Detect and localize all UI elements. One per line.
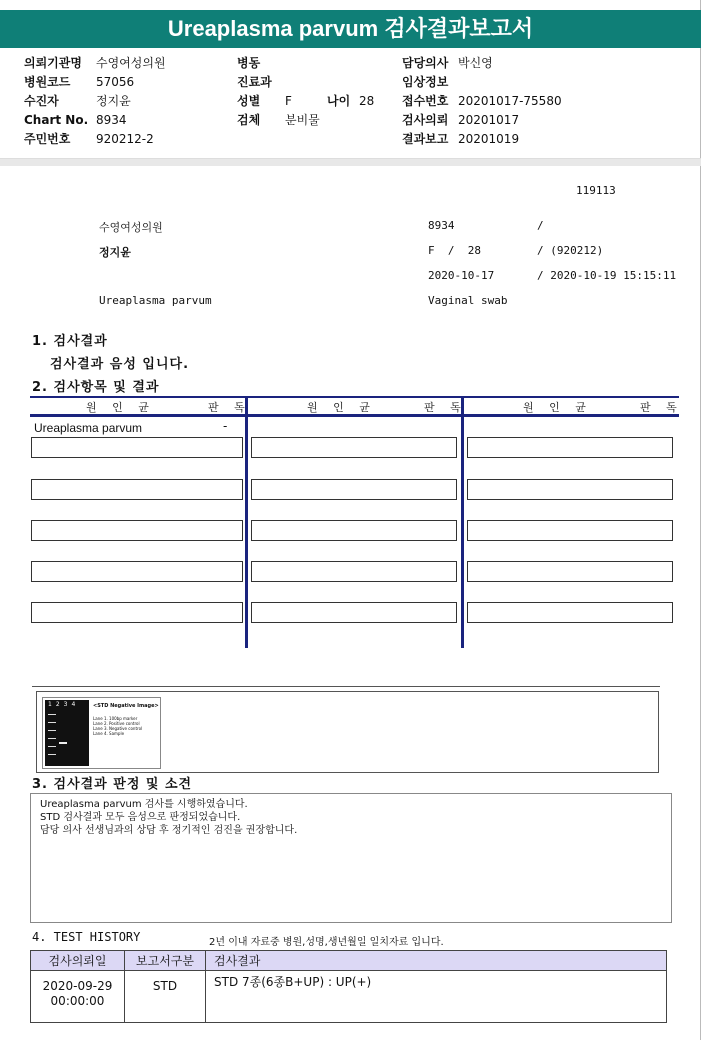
history-table — [30, 950, 667, 1023]
clinical-info-label: 임상정보 — [402, 75, 449, 89]
table-column-divider-2 — [461, 396, 464, 648]
history-col-date: 검사의뢰일 — [31, 951, 125, 971]
result-slot — [467, 602, 673, 623]
history-col-result: 검사결과 — [206, 951, 667, 971]
result-reading: - — [223, 419, 228, 433]
history-result: STD 7종(6종B+UP) : UP(+) — [206, 971, 667, 1023]
gel-image — [45, 700, 89, 766]
summary-sex-age: F / 28 — [428, 244, 481, 257]
summary-specimen: Vaginal swab — [428, 294, 508, 307]
col-result-header-1: 판 독 — [208, 401, 251, 414]
result-slot — [467, 520, 673, 541]
history-time: 00:00:00 — [50, 994, 105, 1008]
header-column-1 — [24, 54, 166, 149]
history-type: STD — [125, 971, 206, 1023]
report-date-label: 결과보고 — [402, 132, 449, 146]
age-label: 나이 — [327, 94, 351, 108]
result-slot — [251, 561, 457, 582]
specimen-value: 분비물 — [285, 113, 320, 127]
patient-label: 수진자 — [24, 94, 59, 108]
table-top-rule — [30, 396, 679, 398]
hospital-code-value: 57056 — [96, 75, 135, 89]
col-result-header-2: 판 독 — [424, 401, 467, 414]
marker-band — [48, 730, 56, 731]
sex-label: 성별 — [237, 94, 261, 108]
age-value: 28 — [359, 94, 375, 108]
marker-band — [48, 714, 56, 715]
gel-image-title: <STD Negative Image> — [93, 703, 159, 709]
ward-label: 병동 — [237, 56, 261, 70]
marker-band — [48, 746, 56, 747]
result-slot — [31, 561, 243, 582]
specimen-label: 검체 — [237, 113, 261, 127]
summary-chart: 8934 — [428, 219, 455, 232]
result-slot — [31, 520, 243, 541]
result-slot — [467, 561, 673, 582]
clinic-value: 수영여성의원 — [96, 56, 166, 70]
gel-lane-labels — [48, 701, 79, 708]
legend-lane-4: Lane 4. Sample — [93, 731, 125, 736]
marker-band — [48, 722, 56, 723]
col-organism-header-3: 원 인 균 — [523, 401, 592, 414]
marker-band — [48, 738, 56, 739]
doctor-value: 박신영 — [458, 56, 493, 70]
legend-lane-1: Lane 1. 100bp marker — [93, 716, 138, 721]
header-divider — [0, 158, 701, 166]
result-organism: Ureaplasma parvum — [34, 421, 143, 435]
lane-3-label: 3 — [63, 701, 72, 708]
col-result-header-3: 판 독 — [640, 401, 683, 414]
report-title: Ureaplasma parvum 검사결과보고서 — [0, 10, 701, 48]
summary-patient: 정지윤 — [99, 246, 131, 259]
section-4-note: 2년 이내 자료중 병원,성명,생년월일 일치자료 입니다. — [209, 937, 444, 948]
result-slot — [31, 602, 243, 623]
legend-lane-3: Lane 3. Negative control — [93, 726, 143, 731]
doctor-label: 담당의사 — [402, 56, 449, 70]
history-row — [31, 971, 667, 1023]
history-date-cell — [31, 971, 125, 1023]
summary-test: Ureaplasma parvum — [99, 294, 212, 307]
opinion-text — [31, 794, 671, 841]
image-panel — [36, 691, 659, 773]
col-organism-header-2: 원 인 균 — [307, 401, 376, 414]
department-label: 진료과 — [237, 75, 272, 89]
hospital-code-label: 병원코드 — [24, 75, 71, 89]
opinion-line-3: 담당 의사 선생님과의 상담 후 정기적인 검진을 권장합니다. — [40, 825, 298, 836]
resident-no-label: 주민번호 — [24, 132, 71, 146]
request-date-label: 검사의뢰 — [402, 113, 449, 127]
col-organism-header-1: 원 인 균 — [86, 401, 155, 414]
receipt-no-label: 접수번호 — [402, 94, 449, 108]
image-top-rule — [32, 686, 660, 687]
result-slot — [31, 479, 243, 500]
summary-chart-slash: / — [537, 219, 544, 232]
marker-band — [48, 754, 56, 755]
result-slot — [251, 437, 457, 458]
section-1-title: 1. 검사결과 — [32, 334, 108, 349]
report-code: 119113 — [576, 184, 616, 197]
header-column-2 — [237, 54, 374, 130]
result-slot — [467, 437, 673, 458]
result-slot — [251, 602, 457, 623]
result-slot — [467, 479, 673, 500]
sex-value: F — [285, 94, 292, 108]
lane-1-label: 1 — [48, 701, 56, 708]
history-date: 2020-09-29 — [42, 979, 113, 993]
result-slot — [251, 520, 457, 541]
table-column-divider-1 — [245, 396, 248, 648]
report-date-value: 20201019 — [458, 132, 520, 146]
result-slot — [251, 479, 457, 500]
request-date-value: 20201017 — [458, 113, 520, 127]
summary-received: 2020-10-17 — [428, 269, 495, 282]
opinion-line-1: Ureaplasma parvum 검사를 시행하였습니다. — [40, 799, 248, 810]
gel-legend — [93, 716, 142, 736]
section-4-title: 4. TEST HISTORY — [32, 930, 141, 944]
history-col-type: 보고서구분 — [125, 951, 206, 971]
summary-reported: / 2020-10-19 15:15:11 — [537, 269, 677, 282]
header-column-3 — [402, 54, 562, 149]
patient-value: 정지윤 — [96, 94, 131, 108]
resident-no-value: 920212-2 — [96, 132, 154, 146]
clinic-label: 의뢰기관명 — [24, 56, 82, 70]
gel-image-frame — [42, 697, 161, 769]
lane-2-label: 2 — [55, 701, 64, 708]
result-slot — [31, 437, 243, 458]
section-1-text: 검사결과 음성 입니다. — [50, 357, 190, 372]
receipt-no-value: 20201017-75580 — [458, 94, 562, 108]
section-2-title: 2. 검사항목 및 결과 — [32, 380, 160, 395]
history-header-row — [31, 951, 667, 971]
summary-birth: / (920212) — [537, 244, 604, 257]
section-3-title: 3. 검사결과 판정 및 소견 — [32, 777, 193, 792]
positive-control-band — [59, 742, 67, 744]
lane-4-label: 4 — [71, 701, 80, 708]
opinion-line-2: STD 검사결과 모두 음성으로 판정되었습니다. — [40, 812, 241, 823]
chart-no-label: Chart No. — [24, 113, 89, 127]
opinion-box — [30, 793, 672, 923]
summary-clinic: 수영여성의원 — [99, 221, 163, 234]
legend-lane-2: Lane 2. Positive control — [93, 721, 140, 726]
chart-no-value: 8934 — [96, 113, 127, 127]
